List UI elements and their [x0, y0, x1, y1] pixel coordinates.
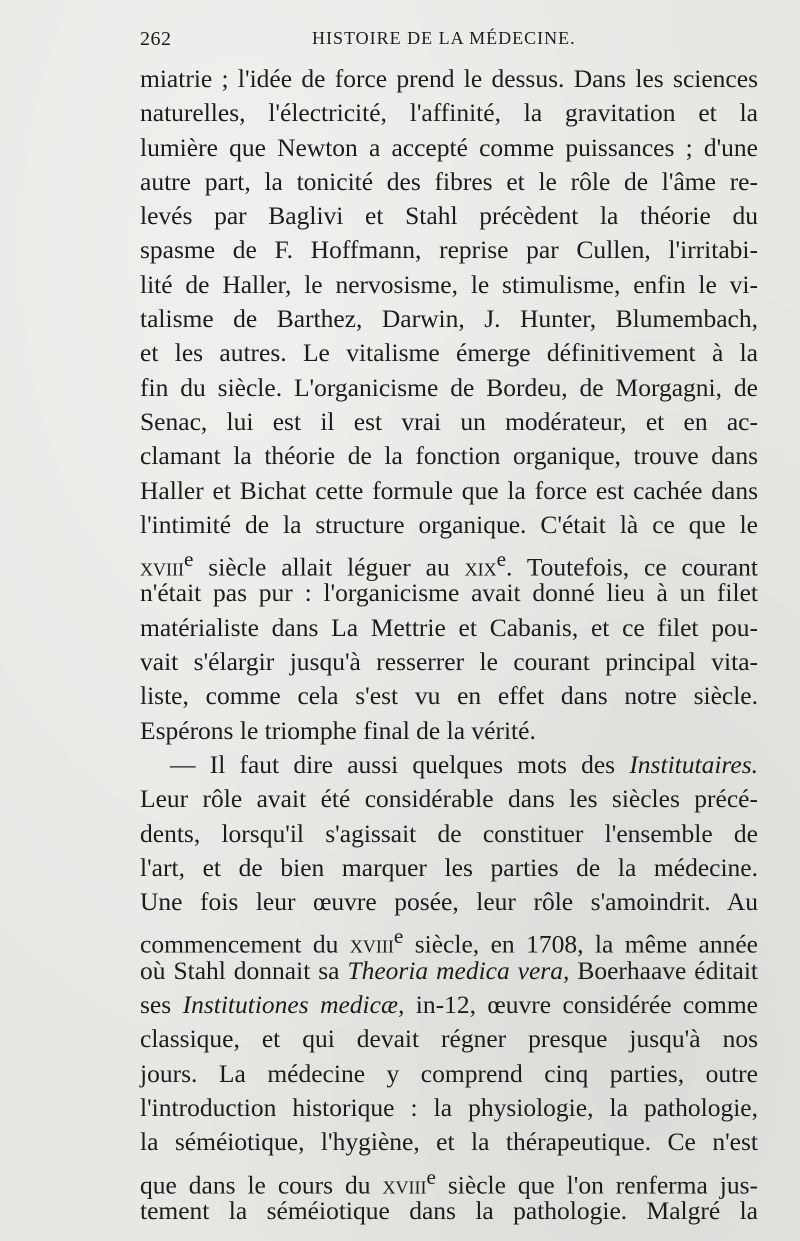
text-line: matérialiste dans La Mettrie et Cabanis, et ce filet pou- — [140, 612, 758, 642]
text-line: fin du siècle. L'organicisme de Bordeu, de Morgagni, de — [140, 372, 758, 402]
body-text — [140, 62, 758, 1228]
text-run: — Il faut dire aussi quelques mots des — [170, 749, 630, 779]
text-line: liste, comme cela s'est vu en effet dans notre siècle. — [140, 681, 758, 711]
text-line: Une fois leur œuvre posée, leur rôle s'amoindrit. Au — [140, 887, 758, 917]
italic-title: Theoria medica vera, — [347, 955, 570, 985]
text-line: dents, lorsqu'il s'agissait de constituer l'ensemble de — [140, 818, 758, 848]
century-numeral: xviii — [349, 929, 394, 959]
text-line — [140, 542, 758, 582]
text-run: ses — [140, 990, 183, 1020]
text-run: où Stahl donnait sa — [140, 955, 348, 985]
text-line: Espérons le triomphe final de la vérité. — [140, 715, 536, 745]
text-run: siècle, en 1708, la même année — [403, 929, 759, 959]
text-line: Haller et Bichat cette formule que la force est cachée dans — [140, 475, 758, 505]
text-line: la séméiotique, l'hygiène, et la thérapeutique. Ce n'est — [140, 1127, 758, 1157]
century-numeral: xviii — [382, 1170, 427, 1199]
superscript: e — [183, 547, 194, 572]
superscript: e — [496, 547, 507, 572]
text-line: lité de Haller, le nervosisme, le stimulisme, enfin le vi- — [140, 269, 758, 299]
page-number: 262 — [140, 28, 172, 50]
superscript: e — [426, 1164, 436, 1189]
text-line: naturelles, l'électricité, l'affinité, la gravitation et la — [140, 98, 758, 128]
text-run: siècle allait léguer au — [193, 552, 465, 582]
text-run: in-12, œuvre considérée comme — [404, 990, 758, 1020]
text-line: clamant la théorie de la fonction organique, trouve dans — [140, 441, 758, 471]
text-line: n'était pas pur : l'organicisme avait donné lieu à un filet — [140, 578, 758, 608]
text-run: siècle que l'on renferma jus- — [435, 1170, 758, 1199]
text-run: Boerhaave éditait — [569, 955, 758, 985]
text-line: l'introduction historique : la physiologie, la pathologie, — [140, 1092, 758, 1122]
text-line: Leur rôle avait été considérable dans les siècles précé- — [140, 784, 758, 814]
text-line: jours. La médecine y comprend cinq parties, outre — [140, 1058, 758, 1088]
text-run: que dans le cours du — [140, 1170, 383, 1199]
text-line — [140, 748, 758, 782]
century-numeral: xix — [464, 552, 497, 582]
text-line — [140, 1160, 758, 1199]
text-line: levés par Baglivi et Stahl précèdent la théorie du — [140, 201, 758, 231]
text-line: classique, et qui devait régner presque jusqu'à nos — [140, 1024, 758, 1054]
italic-title: Institutiones medicæ, — [182, 990, 405, 1020]
running-head — [140, 28, 740, 56]
text-line: miatrie ; l'idée de force prend le dessus. Dans les sciences — [140, 64, 758, 93]
italic-term: Institutaires. — [629, 749, 758, 779]
running-title: HISTOIRE DE LA MÉDECINE. — [312, 28, 576, 48]
text-line: et les autres. Le vitalisme émerge définitivement à la — [140, 338, 758, 368]
text-line: lumière que Newton a accepté comme puissances ; d'une — [140, 132, 758, 162]
text-line: spasme de F. Hoffmann, reprise par Cullen, l'irritabi- — [140, 235, 758, 265]
text-line: l'intimité de la structure organique. C'était là ce que le — [140, 509, 758, 539]
text-line — [140, 954, 758, 988]
century-numeral: xviii — [140, 552, 184, 582]
text-line: l'art, et de bien marquer les parties de la médecine. — [140, 852, 758, 882]
text-run: commencement du — [140, 929, 350, 959]
text-line: autre part, la tonicité des fibres et le rôle de l'âme re- — [140, 166, 758, 196]
superscript: e — [393, 924, 404, 949]
text-line: talisme de Barthez, Darwin, J. Hunter, Blumembach, — [140, 304, 758, 334]
text-line: Senac, lui est il est vrai un modérateur, et en ac- — [140, 406, 758, 436]
text-line: vait s'élargir jusqu'à resserrer le courant principal vita- — [140, 647, 758, 677]
text-line — [140, 919, 759, 959]
text-line — [140, 988, 758, 1022]
text-run: . Toutefois, ce courant — [506, 552, 758, 582]
text-line: tement la séméiotique dans la pathologie. Malgré la — [140, 1195, 758, 1225]
